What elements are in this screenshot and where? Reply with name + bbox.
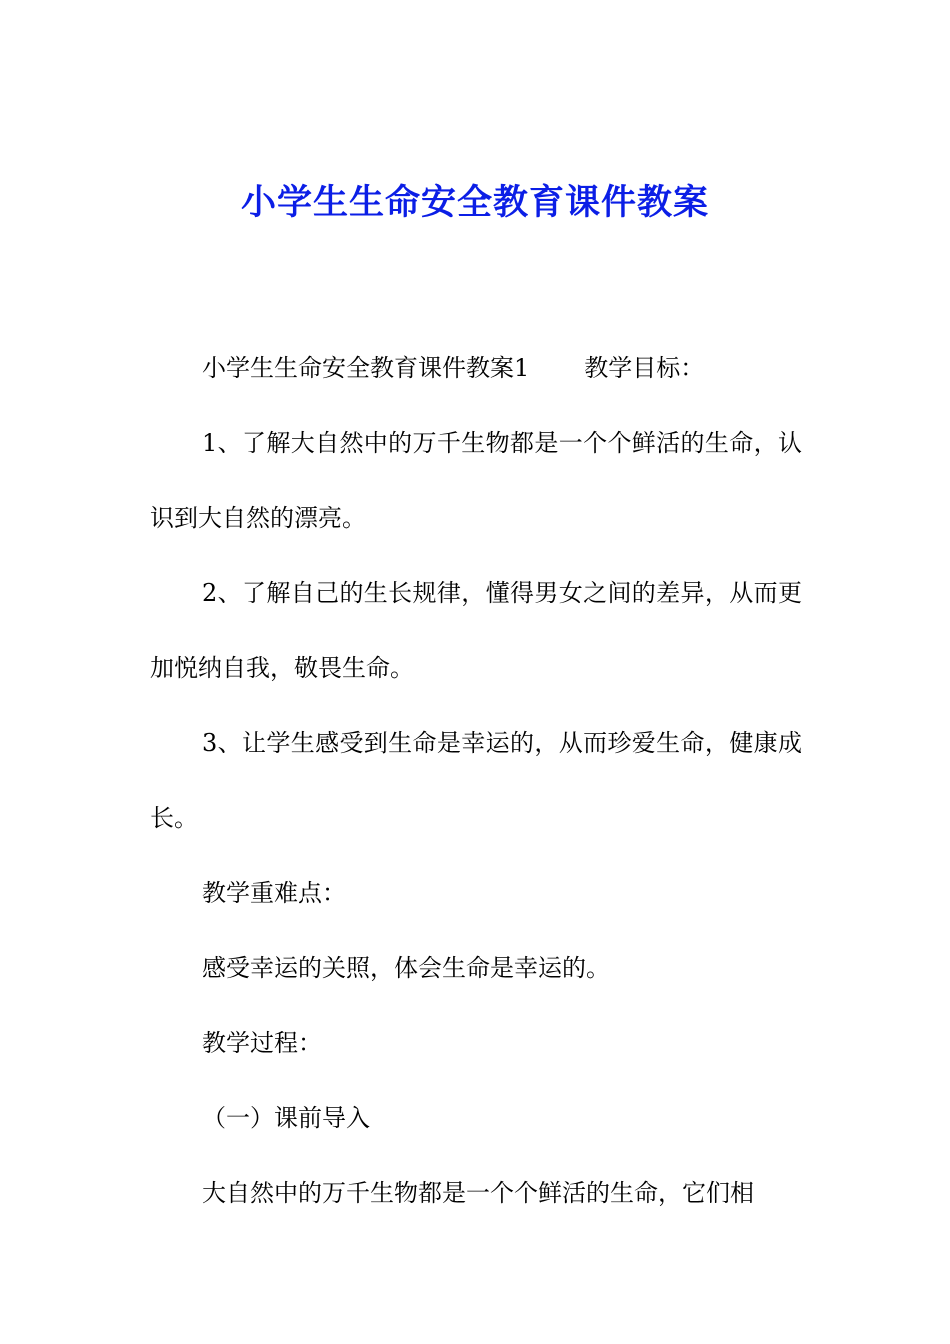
paragraph-objective-1: 1、了解大自然中的万千生物都是一个个鲜活的生命，认识到大自然的漂亮。 [150,429,802,532]
paragraph-lesson-heading [150,331,802,406]
paragraph-intro-text: 大自然中的万千生物都是一个个鲜活的生命，它们相 [202,1179,754,1207]
paragraph-key-points: 感受幸运的关照，体会生命是幸运的。 [202,954,610,982]
paragraph-objective-3: 3、让学生感受到生命是幸运的，从而珍爱生命，健康成长。 [150,729,802,832]
paragraph-process-heading: 教学过程： [202,1029,322,1057]
objectives-label: 教学目标： [584,354,705,382]
paragraph-key-points-heading: 教学重难点： [202,879,346,907]
document-body [150,331,802,1231]
paragraph-section-heading: （一）课前导入 [202,1104,370,1132]
lesson-plan-label: 小学生生命安全教育课件教案1 [202,354,530,382]
paragraph-objective-2: 2、了解自己的生长规律，懂得男女之间的差异，从而更加悦纳自我，敬畏生命。 [150,579,802,682]
document-title: 小学生生命安全教育课件教案 [240,183,709,223]
